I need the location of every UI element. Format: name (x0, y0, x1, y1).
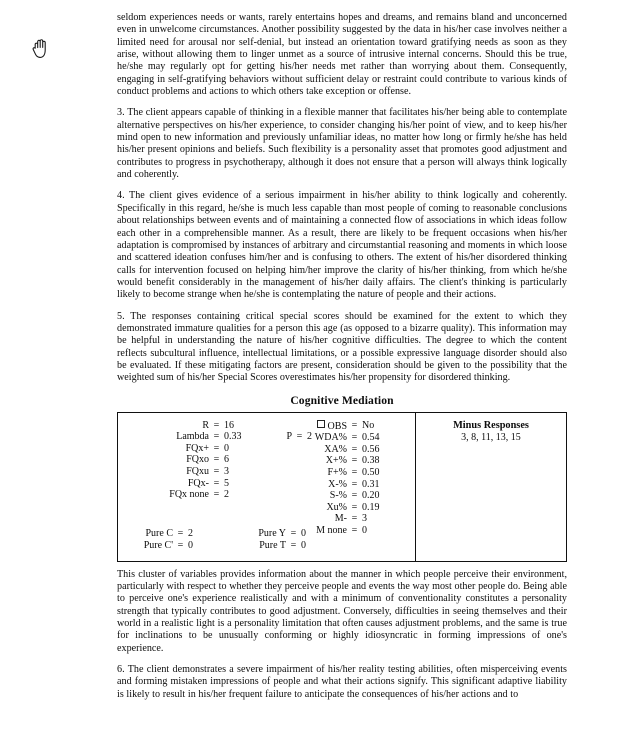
paragraph-3: 3. The client appears capable of thinking in a flexible manner that facilitates his/her being able to contemplate alternative perspectives on his/her experience, to consider changing his/her point of view, and to keep his/her mind open to new information and previously unfamiliar ideas, no matter how long or firmly he/she has held his/her present opinions and beliefs. Such flexibility is a personality asset that promotes good adjustment and contributes to progress in psychotherapy, although it does not ensure that a person will always think logically and coherently. (117, 107, 567, 181)
pure-row-gap-0 (205, 528, 237, 540)
score-value-m-minus: 3 (362, 513, 367, 525)
score-value-f-plus: 0.50 (362, 467, 380, 478)
score-label-blank-0 (265, 420, 295, 432)
score-value-p: 2 (307, 431, 312, 443)
score-eq-xa: = (351, 443, 358, 455)
score-label-obs (296, 420, 350, 433)
score-value-xa: 0.56 (362, 443, 380, 455)
score-label-fqxo: FQxo (186, 454, 209, 466)
cognitive-mediation-table (117, 412, 567, 562)
minus-responses-panel (416, 413, 566, 561)
score-label-s-minus: S-% (329, 490, 347, 502)
score-value-s-minus: 0.20 (362, 490, 380, 502)
score-label-pure-c: Pure C (145, 528, 173, 540)
cognitive-mediation-section (117, 394, 567, 562)
scores-panel (118, 413, 416, 561)
score-eq-pure-t: = (290, 540, 297, 552)
score-label-pure-c-prime: Pure C' (143, 540, 173, 552)
score-eq-xu: = (351, 501, 358, 513)
score-eq-r: = (213, 419, 220, 431)
score-value-lambda: 0.33 (224, 431, 242, 443)
obs-label-text: OBS (327, 420, 347, 432)
score-label-p: P (286, 431, 292, 443)
score-eq-m-minus: = (351, 513, 358, 525)
score-label-blank-6 (265, 489, 295, 501)
score-label-r: R (202, 419, 209, 431)
paragraph-6: 6. The client demonstrates a severe impairment of his/her reality testing abilities, often misperceiving events and forming mistaken impressions of people and what their actions signify. This significant adaptive liability is likely to result in his/her frequent failure to anticipate the consequences of his/her actions and to (117, 664, 567, 700)
score-label-blank-4 (265, 466, 295, 478)
score-value-x-minus: 0.31 (362, 478, 380, 490)
score-eq-fqxo: = (213, 454, 220, 466)
score-value-pure-t: 0 (301, 540, 306, 552)
score-eq-pure-c: = (177, 528, 184, 540)
score-eq-fqx-minus: = (213, 477, 220, 489)
score-value-fqx-none: 2 (224, 489, 229, 501)
score-label-pure-y: Pure Y (258, 528, 286, 540)
score-eq-x-minus: = (351, 478, 358, 490)
score-eq-f-plus: = (351, 467, 358, 478)
hand-grab-cursor (30, 36, 52, 60)
score-label-fqx-none: FQx none (169, 489, 209, 501)
score-eq-fqxu: = (213, 466, 220, 477)
score-label-m-none: M none (316, 524, 347, 536)
score-label-xa: XA% (324, 443, 347, 455)
score-value-pure-c-prime: 0 (188, 540, 193, 552)
score-eq-s-minus: = (351, 490, 358, 502)
score-eq-fqx-none: = (213, 489, 220, 501)
score-label-fqxu: FQxu (186, 466, 209, 477)
score-label-blank-3 (265, 454, 295, 466)
paragraph-cluster-explanation: This cluster of variables provides information about the manner in which people perceive their environment, particularly with respect to whether they perceive people and events the way most other people do. Being able to perceive one's experience realistically and with a minimum of conventionality constitutes a personality strength that typically contributes to good adjustment. Conversely, difficulties in seeing themselves and their world in a realistic light is a personality limitation that often causes adjustment problems, and the same is true for inclinations to be unusually conforming or highly idiosyncratic in forming impressions of one's experience. (117, 568, 567, 654)
score-value-obs: No (362, 419, 375, 431)
score-value-fqxu: 3 (224, 466, 229, 477)
score-value-fqx-plus: 0 (224, 442, 229, 454)
score-value-wda: 0.54 (362, 432, 380, 444)
paragraph-continued: seldom experiences needs or wants, rarely entertains hopes and dreams, and remains bland and unconcerned even in unwelcome circumstances. Another possibility suggested by the data in his/her case involves neither a limited need for arousal nor self-denial, but instead an orientation toward gratifying needs as soon as they arise, without allowing them to linger unmet as a source of intrusive internal concerns. Should this be true, he/she may regularly opt for getting his/her needs met rather than worrying about them. Consequently, engaging in self-gratifying behaviors without sufficient delay or restraint could contribute to various kinds of conduct problems and actions to which others take exception or offense. (117, 12, 567, 98)
score-eq-fqx-plus: = (213, 442, 220, 454)
document-text-column (117, 12, 567, 701)
score-label-wda: WDA% (314, 432, 347, 444)
score-eq-wda: = (351, 432, 358, 444)
score-value-r: 16 (224, 419, 234, 431)
score-label-f-plus: F+% (327, 467, 347, 478)
minus-responses-heading: Minus Responses (453, 419, 529, 431)
score-eq-m-none: = (351, 524, 358, 536)
score-value-pure-y: 0 (301, 528, 306, 540)
percentage-scores-grid (296, 420, 389, 537)
score-value-xu: 0.19 (362, 501, 380, 513)
score-value-x-plus: 0.38 (362, 455, 380, 467)
score-label-fqx-minus: FQx- (187, 477, 209, 489)
pure-row-gap-1 (205, 540, 237, 552)
score-eq-pure-c-prime: = (177, 540, 184, 552)
minus-responses-values: 3, 8, 11, 13, 15 (461, 431, 521, 443)
score-value-fqx-minus: 5 (224, 477, 229, 489)
score-label-fqx-plus: FQx+ (185, 442, 209, 454)
score-value-fqxo: 6 (224, 454, 229, 466)
paragraph-4: 4. The client gives evidence of a serious impairment in his/her ability to think logically and coherently. Specifically in this regard, he/she is much less capable than most people of coming to reasonable conclusions about relationships between events and of maintaining a connected flow of associations in which ideas follow each other in a comprehensible manner. As a result, there are likely to be frequent occasions when his/her adaptation is compromised by instances of arbitrary and circumstantial reasoning and moments in which loose and scattered ideation confuses him/her and is confusing to others. The extent of his/her disordered thinking calls for intervention focused on helping him/her improve the clarity of his/her thinking, from which he/she would benefit considerably in the management of his/her daily affairs. The client's thinking is particularly likely to become strange when he/she is contemplating the nature of people and their actions. (117, 190, 567, 301)
score-eq-obs: = (351, 419, 358, 431)
score-label-pure-t: Pure T (259, 540, 286, 552)
score-eq-x-plus: = (351, 455, 358, 467)
score-label-m-minus: M- (334, 513, 347, 525)
score-label-blank-5 (265, 478, 295, 490)
score-value-pure-c: 2 (188, 528, 193, 540)
score-label-x-plus: X+% (325, 455, 347, 467)
score-eq-pure-y: = (290, 528, 297, 540)
obs-checkbox-icon (317, 420, 326, 429)
score-label-lambda: Lambda (176, 431, 209, 443)
score-label-blank-2 (265, 443, 295, 455)
score-label-x-minus: X-% (328, 478, 347, 490)
paragraph-5: 5. The responses containing critical special scores should be examined for the extent to which they demonstrated immature qualities for a person this age (as opposed to a bizarre quality). This information may be helpful in understanding the nature of his/her cognitive difficulties. The degree to which the content reflects subcultural influence, intellectual limitations, or a possible expressive language disorder should also be evaluated. If these mitigating factors are present, consideration should be given to the possibility that the weighted sum of his/her Special Scores overestimates his/her propensity for disordered thinking. (117, 310, 567, 384)
table-title: Cognitive Mediation (290, 393, 394, 407)
score-eq-p: = (296, 431, 303, 443)
score-value-m-none: 0 (362, 524, 367, 536)
score-label-xu: Xu% (326, 501, 347, 513)
score-eq-lambda: = (213, 431, 220, 443)
pure-determinants-grid (124, 528, 318, 551)
